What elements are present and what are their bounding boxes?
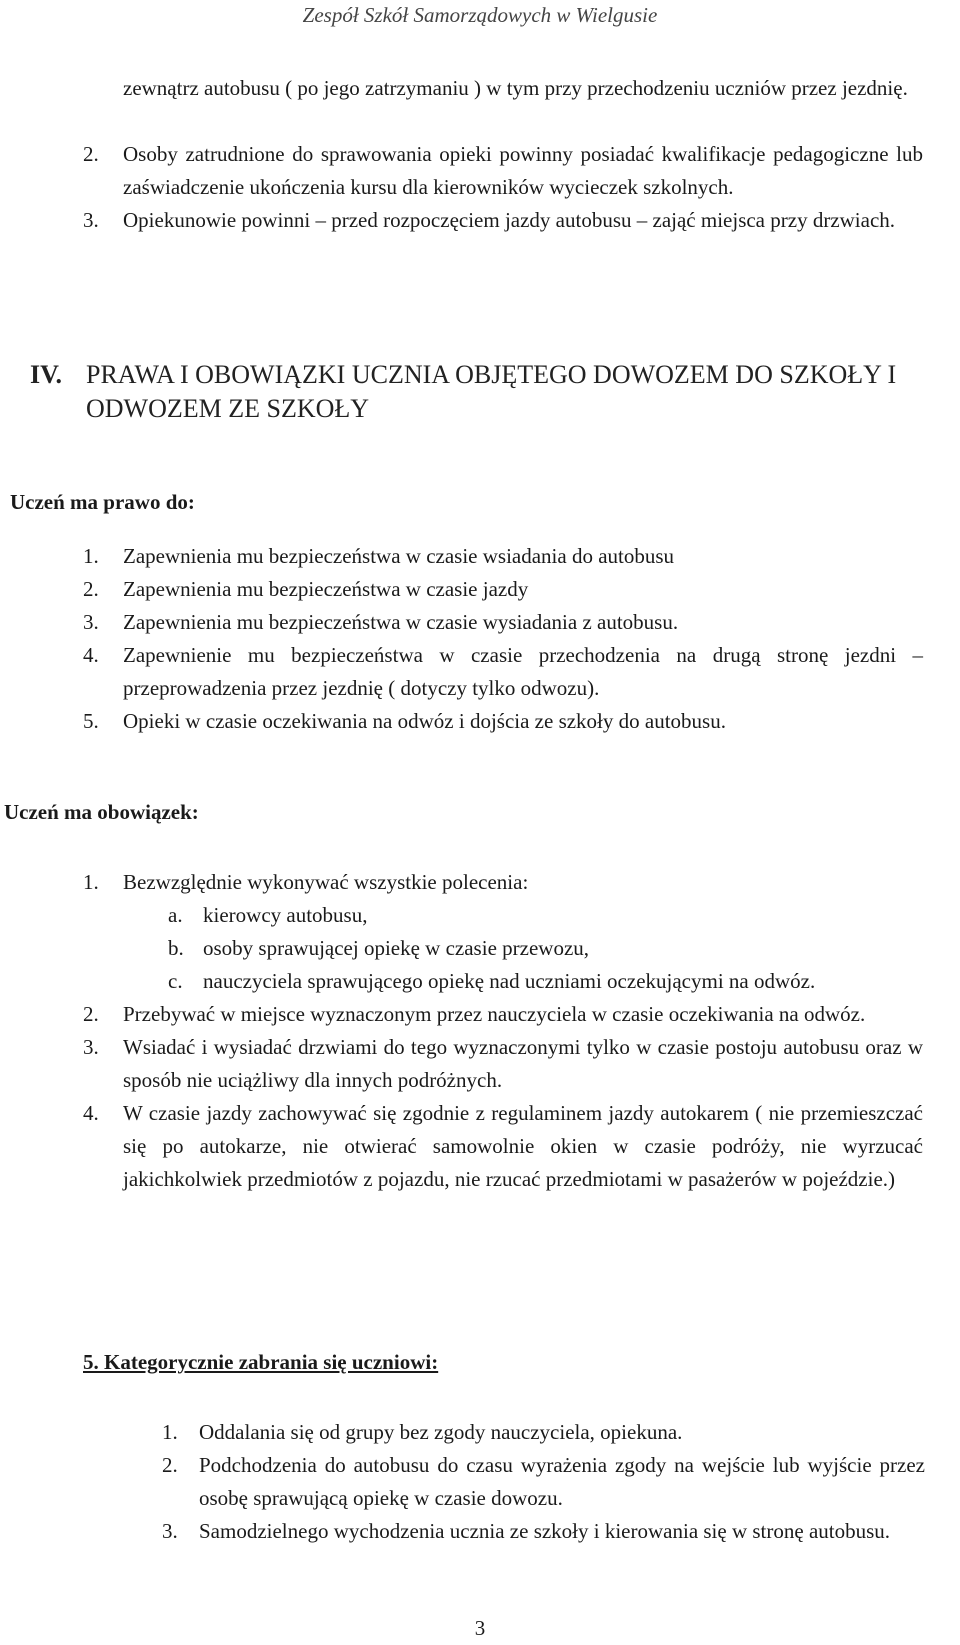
- list-item: [83, 573, 923, 606]
- list-item-text: Wsiadać i wysiadać drzwiami do tego wyznaczonymi tylko w czasie postoju autobusu oraz w sposób nie uciążliwy dla innych podróżnych.: [123, 1035, 923, 1092]
- list-item-number: 3.: [83, 1035, 99, 1059]
- list-item-number: 3.: [162, 1519, 178, 1543]
- list-item: [83, 606, 923, 639]
- list-item-number: 3.: [83, 208, 99, 232]
- page-header: Zespół Szkół Samorządowych w Wielgusie: [302, 3, 658, 27]
- sublist-item-text: osoby sprawującej opiekę w czasie przewozu,: [203, 936, 590, 960]
- list-item-text: Opiekunowie powinni – przed rozpoczęciem jazdy autobusu – zająć miejsca przy drzwiach.: [123, 208, 896, 232]
- list-item-number: 1.: [162, 1420, 178, 1444]
- list-item: [83, 866, 923, 899]
- list-item: [83, 1097, 923, 1196]
- list-item-number: 1.: [83, 870, 99, 894]
- list-item: [83, 540, 923, 573]
- list-item: [83, 705, 923, 738]
- list-item: [83, 998, 923, 1031]
- list-item-text: Zapewnienia mu bezpieczeństwa w czasie wysiadania z autobusu.: [123, 610, 679, 634]
- sublist-item-letter: a.: [168, 903, 183, 927]
- section-number: IV.: [30, 360, 63, 389]
- list-item: [83, 204, 923, 237]
- rights-list: [83, 540, 923, 738]
- sublist-item-text: kierowcy autobusu,: [203, 903, 368, 927]
- list-item: [162, 1449, 925, 1515]
- list-item-text: Podchodzenia do autobusu do czasu wyrażenia zgody na wejście lub wyjście przez osobę sprawującą opiekę w czasie dowozu.: [199, 1453, 925, 1510]
- list-item: [83, 1031, 923, 1097]
- list-item-number: 2.: [83, 1002, 99, 1026]
- continued-paragraph: [123, 72, 923, 105]
- duties-list: [83, 866, 923, 1196]
- list-item-text: W czasie jazdy zachowywać się zgodnie z regulaminem jazdy autokarem ( nie przemieszczać się po autokarze, nie otwierać samowolnie okien w czasie podróży, nie wyrzucać jakichkolwiek przedmiotów z pojazdu, nie rzucać przedmiotami w pasażerów w pojeździe.): [123, 1101, 923, 1191]
- prohibited-heading: 5. Kategorycznie zabrania się uczniowi:: [83, 1350, 439, 1374]
- list-item-number: 2.: [83, 142, 99, 166]
- sublist-item: [168, 965, 923, 998]
- sublist-item-letter: c.: [168, 969, 183, 993]
- list-item: [162, 1515, 925, 1548]
- list-item-text: Osoby zatrudnione do sprawowania opieki powinny posiadać kwalifikacje pedagogiczne lub zaświadczenie ukończenia kursu dla kierowników wycieczek szkolnych.: [123, 142, 923, 199]
- continued-list: [83, 138, 923, 237]
- list-item-number: 5.: [83, 709, 99, 733]
- list-item-text: Zapewnienia mu bezpieczeństwa w czasie wsiadania do autobusu: [123, 544, 675, 568]
- list-item-text: Opieki w czasie oczekiwania na odwóz i dojścia ze szkoły do autobusu.: [123, 709, 726, 733]
- sublist-item: [168, 932, 923, 965]
- list-item-text: Przebywać w miejsce wyznaczonym przez nauczyciela w czasie oczekiwania na odwóz.: [123, 1002, 866, 1026]
- page-number: 3: [474, 1616, 486, 1640]
- list-item-number: 2.: [162, 1453, 178, 1477]
- list-item: [83, 138, 923, 204]
- list-item: [83, 639, 923, 705]
- rights-heading: Uczeń ma prawo do:: [10, 490, 195, 514]
- list-item-number: 2.: [83, 577, 99, 601]
- sublist: [83, 899, 923, 998]
- sublist-item-text: nauczyciela sprawującego opiekę nad uczniami oczekującymi na odwóz.: [203, 969, 816, 993]
- duties-heading: Uczeń ma obowiązek:: [4, 800, 199, 824]
- sublist-item-letter: b.: [168, 936, 184, 960]
- continued-line: zewnątrz autobusu ( po jego zatrzymaniu ) w tym przy przechodzeniu uczniów przez jezdnię.: [123, 76, 908, 100]
- section-title: PRAWA I OBOWIĄZKI UCZNIA OBJĘTEGO DOWOZEM DO SZKOŁY I ODWOZEM ZE SZKOŁY: [86, 360, 897, 423]
- sublist-item: [168, 899, 923, 932]
- section-heading: [30, 358, 930, 426]
- list-item-number: 3.: [83, 610, 99, 634]
- list-item-number: 4.: [83, 1101, 99, 1125]
- prohibited-list: [162, 1416, 925, 1548]
- list-item: [162, 1416, 925, 1449]
- list-item-text: Bezwzględnie wykonywać wszystkie polecenia:: [123, 870, 529, 894]
- list-item-number: 4.: [83, 643, 99, 667]
- list-item-number: 1.: [83, 544, 99, 568]
- list-item-text: Zapewnienia mu bezpieczeństwa w czasie jazdy: [123, 577, 529, 601]
- list-item-text: Oddalania się od grupy bez zgody nauczyciela, opiekuna.: [199, 1420, 683, 1444]
- list-item-text: Samodzielnego wychodzenia ucznia ze szkoły i kierowania się w stronę autobusu.: [199, 1519, 891, 1543]
- list-item-text: Zapewnienie mu bezpieczeństwa w czasie przechodzenia na drugą stronę jezdni – przeprowadzenia przez jezdnię ( dotyczy tylko odwozu).: [123, 643, 923, 700]
